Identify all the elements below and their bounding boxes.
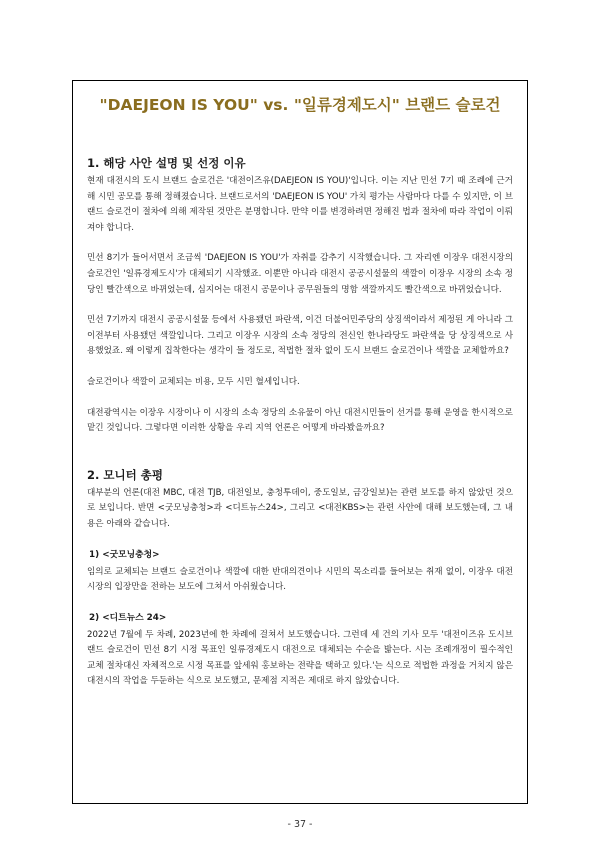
item-1-heading: 1) <굿모닝충청> <box>89 549 160 560</box>
section-1-paragraph-4: 슬로건이나 색깔이 교체되는 비용, 모두 시민 혈세입니다. <box>87 376 300 387</box>
section-1-paragraph-2: 민선 8기가 들어서면서 조금씩 'DAEJEON IS YOU'가 자취를 감추기 시작했습니다. 그 자리엔 이장우 대전시장의 슬로건인 '일류경제도시'가 대체되기 시작했죠. 이뿐만 아니라 대전시 공공시설물의 색깔이 이장우 시장의 소속 정당인 빨간색으로 바뀌었는데, 심지어는 대전시 공문이나 공무원들의 명함 색깔까지도 빨간색으로 바뀌었습니다. <box>87 253 513 295</box>
item-1-text: 임의로 교체되는 브랜드 슬로건이나 색깔에 대한 반대의견이나 시민의 목소리를 들어보는 취재 없이, 이장우 대전시장의 입장만을 전하는 보도에 그쳐서 아쉬웠습니다. <box>87 566 513 593</box>
item-2-heading: 2) <디트뉴스 24> <box>89 612 167 623</box>
item-2-text: 2022년 7월에 두 차례, 2023년에 한 차례에 걸쳐서 보도했습니다. 그런데 세 건의 기사 모두 '대전이즈유 도시브랜드 슬로건이 민선 8기 시정 목표인 일류경제도시 대전으로 대체되는 수순을 밟는다. 시는 조례개정이 필수적인 교체 절차대신 자체적으로 시정 목표를 앞세워 홍보하는 전략을 택하고 있다.'는 식으로 적법한 과정을 거치지 않은 대전시의 작업을 두둔하는 식으로 보도했고, 문제점 지적은 제대로 하지 않았습니다. <box>87 629 513 687</box>
section-1-heading: 1. 해당 사안 설명 및 선정 이유 <box>87 156 246 170</box>
section-1-paragraph-5: 대전광역시는 이장우 시장이나 이 시장의 소속 정당의 소유물이 아닌 대전시민들이 선거를 통해 운영을 한시적으로 맡긴 것입니다. 그렇다면 이러한 상황을 우리 지역 언론은 어떻게 바라봤을까요? <box>87 407 513 434</box>
section-1-paragraph-3: 민선 7기까지 대전시 공공시설물 등에서 사용됐던 파란색, 이건 더불어민주당의 상징색이라서 제정된 게 아니라 그 이전부터 사용됐던 색깔입니다. 그리고 이장우 시장의 소속 정당의 전신인 한나라당도 파란색을 당 상징색으로 사용했었죠. 왜 이렇게 집착한다는 생각이 들 정도로, 적법한 절차 없이 도시 브랜드 슬로건이나 색깔을 교체할까요? <box>87 315 513 357</box>
section-1-paragraph-1: 현재 대전시의 도시 브랜드 슬로건은 '대전이즈유(DAEJEON IS YOU)'입니다. 이는 지난 민선 7기 때 조례에 근거해 시민 공모를 통해 정해졌습니다. 브랜드로서의 'DAEJEON IS YOU' 가치 평가는 사람마다 다를 수 있지만, 이 브랜드 슬로건이 절차에 의해 제작된 것만은 분명합니다. 만약 이를 변경하려면 정해진 법과 절차에 따라 작업이 이뤄져야 합니다. <box>87 176 513 233</box>
section-2-intro: 대부분의 언론(대전 MBC, 대전 TJB, 대전일보, 충청투데이, 중도일보, 금강일보)는 관련 보도를 하지 않았던 것으로 보입니다. 반면 <굿모닝충청>과 <디트뉴스24>, 그리고 <대전KBS>는 관련 사안에 대해 보도했는데, 그 내용은 아래와 같습니다. <box>87 487 513 529</box>
document-title: "DAEJEON IS YOU" vs. "일류경제도시" 브랜드 슬로건 <box>99 96 501 114</box>
content-frame <box>72 80 528 804</box>
page-number: - 37 - <box>287 819 313 830</box>
section-2-heading: 2. 모니터 총평 <box>87 467 163 482</box>
